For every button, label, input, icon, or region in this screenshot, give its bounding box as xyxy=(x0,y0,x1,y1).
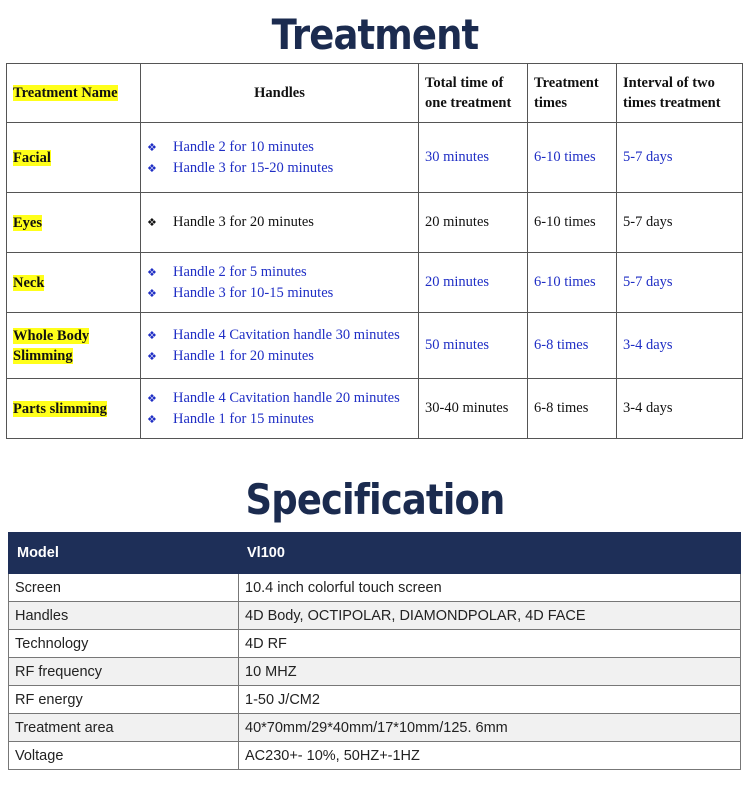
specification-table xyxy=(8,532,741,770)
handle-item xyxy=(147,212,412,233)
interval-cell: 5-7 days xyxy=(617,123,743,193)
handles-cell xyxy=(141,313,419,379)
handle-item xyxy=(147,262,412,283)
treatment-row xyxy=(7,123,743,193)
handles-cell xyxy=(141,193,419,253)
spec-row xyxy=(9,742,741,770)
diamond-bullet-icon: ❖ xyxy=(147,349,157,363)
treatment-header-row xyxy=(7,64,743,123)
interval-cell: 5-7 days xyxy=(617,253,743,313)
header-total-time: Total time of one treatment xyxy=(419,64,528,123)
spec-label: RF frequency xyxy=(9,658,239,686)
spec-header-label: Model xyxy=(9,533,239,574)
spec-row xyxy=(9,658,741,686)
total-time-cell: 50 minutes xyxy=(419,313,528,379)
spec-label: Voltage xyxy=(9,742,239,770)
handle-item xyxy=(147,409,412,430)
spec-label: Treatment area xyxy=(9,714,239,742)
diamond-bullet-icon: ❖ xyxy=(147,412,157,426)
interval-cell: 3-4 days xyxy=(617,379,743,439)
total-time-cell: 20 minutes xyxy=(419,253,528,313)
spec-header-value: Vl100 xyxy=(239,533,741,574)
total-time-cell: 30 minutes xyxy=(419,123,528,193)
treatment-name: Parts slimming xyxy=(13,400,107,417)
handle-item xyxy=(147,388,412,409)
handle-item xyxy=(147,158,412,179)
treatment-name: Facial xyxy=(13,149,51,166)
handle-text: Handle 2 for 10 minutes xyxy=(173,138,314,155)
handles-cell xyxy=(141,123,419,193)
treatment-row xyxy=(7,313,743,379)
treatment-name: Neck xyxy=(13,274,45,291)
spec-row xyxy=(9,630,741,658)
treatment-name: Eyes xyxy=(13,214,42,231)
treatment-row xyxy=(7,379,743,439)
treatment-name-cell xyxy=(7,193,141,253)
diamond-bullet-icon: ❖ xyxy=(147,265,157,279)
spec-value: 10 MHZ xyxy=(239,658,741,686)
spec-value: 4D Body, OCTIPOLAR, DIAMONDPOLAR, 4D FACE xyxy=(239,602,741,630)
spec-value: AC230+- 10%, 50HZ+-1HZ xyxy=(239,742,741,770)
handles-cell xyxy=(141,253,419,313)
spec-header-row xyxy=(9,533,741,574)
diamond-bullet-icon: ❖ xyxy=(147,391,157,405)
specification-title: Specification xyxy=(245,475,505,524)
handle-text: Handle 1 for 15 minutes xyxy=(173,410,314,427)
header-handles: Handles xyxy=(141,64,419,123)
spec-row xyxy=(9,574,741,602)
treatment-row xyxy=(7,253,743,313)
handle-text: Handle 4 Cavitation handle 20 minutes xyxy=(173,389,400,406)
spec-row xyxy=(9,714,741,742)
treatment-row xyxy=(7,193,743,253)
spec-value: 1-50 J/CM2 xyxy=(239,686,741,714)
treatment-times-cell: 6-10 times xyxy=(528,253,617,313)
treatment-times-cell: 6-8 times xyxy=(528,313,617,379)
handle-item xyxy=(147,137,412,158)
handle-text: Handle 2 for 5 minutes xyxy=(173,263,307,280)
spec-row xyxy=(9,686,741,714)
spec-label: Handles xyxy=(9,602,239,630)
spec-value: 10.4 inch colorful touch screen xyxy=(239,574,741,602)
total-time-cell: 30-40 minutes xyxy=(419,379,528,439)
interval-cell: 5-7 days xyxy=(617,193,743,253)
treatment-name-cell xyxy=(7,123,141,193)
handle-item xyxy=(147,346,412,367)
diamond-bullet-icon: ❖ xyxy=(147,286,157,300)
treatment-name: Whole Body xyxy=(13,327,90,344)
diamond-bullet-icon: ❖ xyxy=(147,140,157,154)
treatment-times-cell: 6-8 times xyxy=(528,379,617,439)
treatment-title: Treatment xyxy=(271,10,479,59)
handle-text: Handle 3 for 15-20 minutes xyxy=(173,159,334,176)
treatment-name-cell xyxy=(7,253,141,313)
treatment-name-cell xyxy=(7,379,141,439)
diamond-bullet-icon: ❖ xyxy=(147,328,157,342)
treatment-times-cell: 6-10 times xyxy=(528,123,617,193)
handle-item xyxy=(147,325,412,346)
treatment-times-cell: 6-10 times xyxy=(528,193,617,253)
diamond-bullet-icon: ❖ xyxy=(147,161,157,175)
spec-label: Screen xyxy=(9,574,239,602)
handle-text: Handle 1 for 20 minutes xyxy=(173,347,314,364)
header-interval: Interval of two times treatment xyxy=(617,64,743,123)
handle-text: Handle 3 for 10-15 minutes xyxy=(173,284,334,301)
treatment-name: Slimming xyxy=(13,347,73,364)
handle-text: Handle 3 for 20 minutes xyxy=(173,214,314,230)
treatment-name-cell xyxy=(7,313,141,379)
handle-item xyxy=(147,283,412,304)
treatment-table xyxy=(6,63,743,439)
spec-label: RF energy xyxy=(9,686,239,714)
header-treatment-times: Treatment times xyxy=(528,64,617,123)
handle-text: Handle 4 Cavitation handle 30 minutes xyxy=(173,326,400,343)
spec-value: 4D RF xyxy=(239,630,741,658)
spec-label: Technology xyxy=(9,630,239,658)
handles-cell xyxy=(141,379,419,439)
total-time-cell: 20 minutes xyxy=(419,193,528,253)
interval-cell: 3-4 days xyxy=(617,313,743,379)
spec-value: 40*70mm/29*40mm/17*10mm/125. 6mm xyxy=(239,714,741,742)
diamond-bullet-icon: ❖ xyxy=(147,216,157,229)
spec-row xyxy=(9,602,741,630)
header-treatment-name: Treatment Name xyxy=(7,64,141,123)
